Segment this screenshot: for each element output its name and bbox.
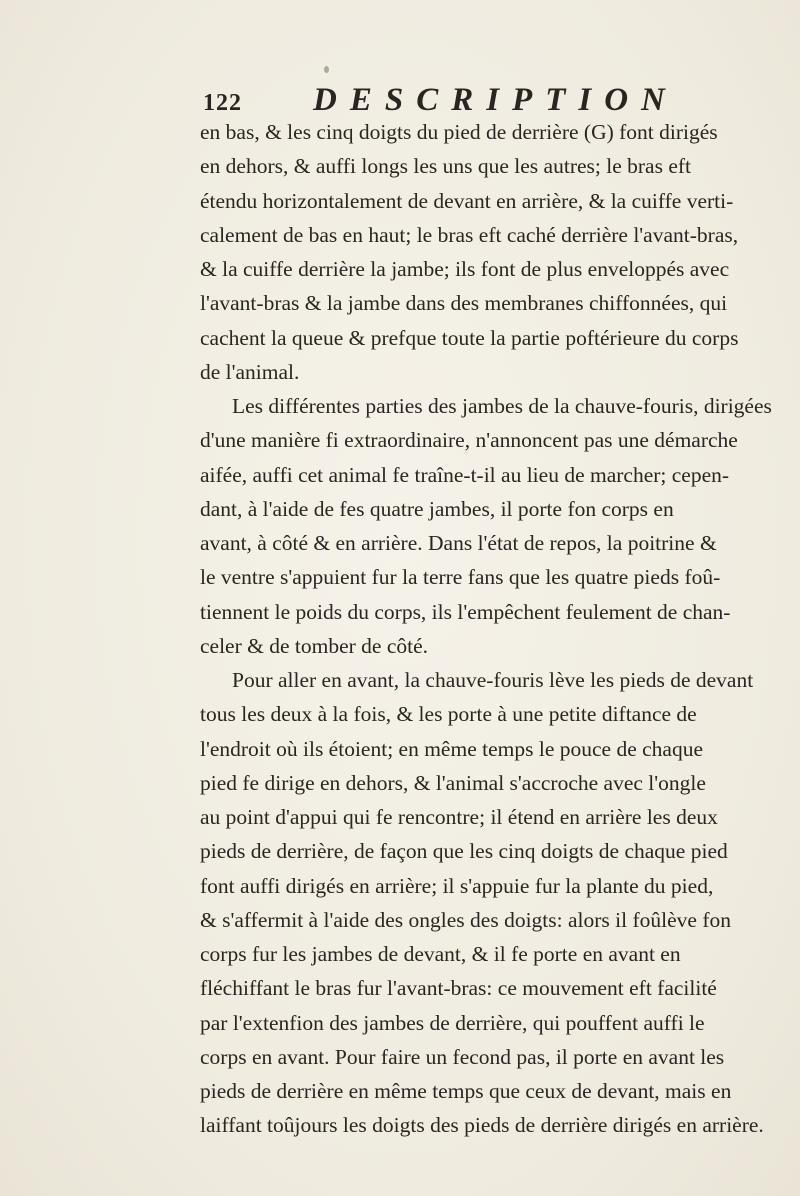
text-line: calement de bas en haut; le bras eft caché derrière l'avant-bras, [200,222,739,247]
text-line: corps fur les jambes de devant, & il fe porte en avant en [200,942,681,966]
text-line: pieds de derrière, de façon que les cinq doigts de chaque pied [200,839,728,864]
text-line: corps en avant. Pour faire un fecond pas, il porte en avant les [200,1044,725,1069]
body-text [200,115,772,1143]
paragraph-end-line: celer & de tomber de côté. [200,633,429,658]
paragraph-end-line: laiffant toûjours les doigts des pieds de derrière dirigés en arrière. [200,1113,764,1138]
text-line: pieds de derrière en même temps que ceux de devant, mais en [200,1079,732,1103]
page-number: 122 [203,90,242,116]
text-line: le ventre s'appuient fur la terre fans que les quatre pieds foû- [200,565,721,590]
text-line: fléchiffant le bras fur l'avant-bras: ce mouvement eft facilité [200,976,717,1001]
paragraph-end-line: de l'animal. [200,359,300,384]
paragraph-start-line: Les différentes parties des jambes de la chauve-fouris, dirigées [232,394,772,418]
text-line: cachent la queue & prefque toute la partie poftérieure du corps [200,325,739,350]
text-line: & s'affermit à l'aide des ongles des doigts: alors il foûlève fon [200,907,731,932]
text-line: avant, à côté & en arrière. Dans l'état de repos, la poitrine & [200,531,717,555]
ink-speck [324,66,329,73]
text-line: pied fe dirige en dehors, & l'animal s'accroche avec l'ongle [200,770,706,795]
text-line: étendu horizontalement de devant en arrière, & la cuiffe verti- [200,188,734,213]
text-line: en bas, & les cinq doigts du pied de derrière (G) font dirigés [200,120,718,144]
text-line: dant, à l'aide de fes quatre jambes, il porte fon corps en [200,496,674,521]
text-line: l'avant-bras & la jambe dans des membranes chiffonnées, qui [200,291,728,316]
text-line: tous les deux à la fois, & les porte à une petite diftance de [200,702,697,727]
text-line: l'endroit où ils étoient; en même temps le pouce de chaque [200,736,703,761]
text-line: aifée, auffi cet animal fe traîne-t-il au lieu de marcher; cepen- [200,462,730,487]
text-line: d'une manière fi extraordinaire, n'annoncent pas une démarche [200,428,738,453]
text-line: font auffi dirigés en arrière; il s'appuie fur la plante du pied, [200,873,714,898]
text-line: au point d'appui qui fe rencontre; il étend en arrière les deux [200,805,718,829]
text-line: par l'extenfion des jambes de derrière, qui pouffent auffi le [200,1010,705,1035]
text-line: tiennent le poids du corps, ils l'empêchent feulement de chan- [200,599,731,624]
paragraph-start-line: Pour aller en avant, la chauve-fouris lève les pieds de devant [232,668,754,692]
running-head: DESCRIPTION [313,82,678,118]
text-line: en dehors, & auffi longs les uns que les autres; le bras eft [200,154,691,179]
text-line: & la cuiffe derrière la jambe; ils font de plus enveloppés avec [200,257,730,281]
